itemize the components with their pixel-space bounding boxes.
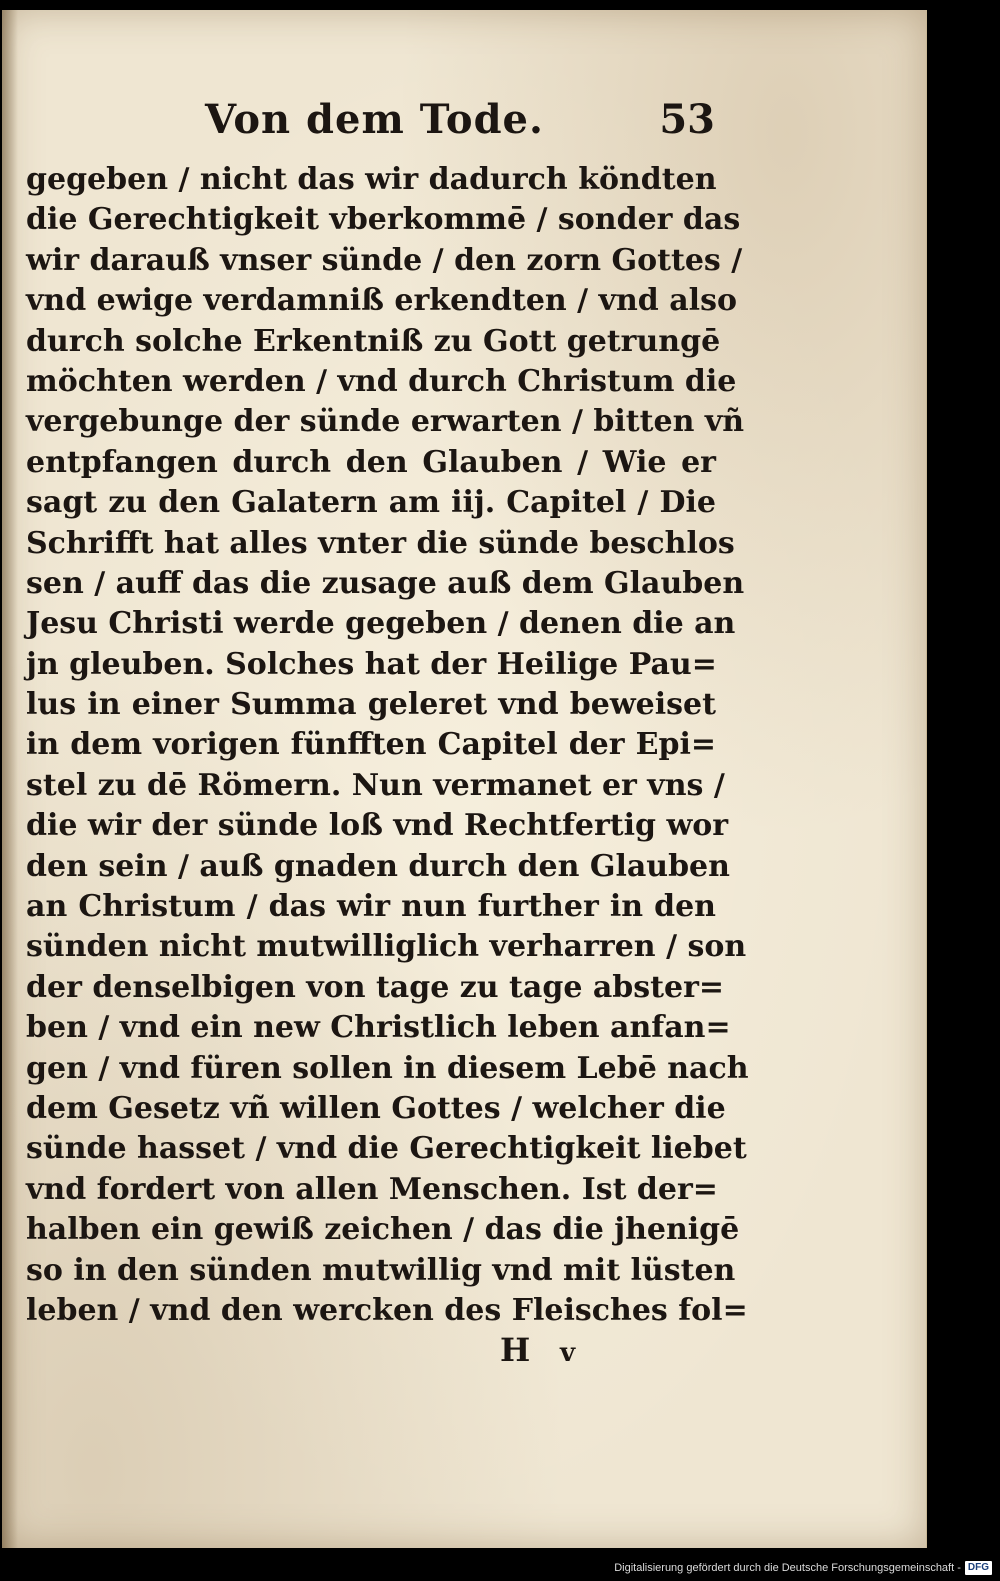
text-line: der denselbigen von tage zu tage abster= <box>26 969 725 1005</box>
text-line: lus in einer Summa geleret vnd beweiset <box>26 687 716 723</box>
text-line: Schrifft hat alles vnter die sünde beschlos <box>26 525 735 561</box>
text-line: in dem vorigen fünfften Capitel der Epi= <box>26 727 716 763</box>
text-line: stel zu dē Römern. Nun vermanet er vns / <box>26 767 725 803</box>
text-line: sagt zu den Galatern am iij. Capitel / Die <box>26 485 716 521</box>
running-head <box>205 92 715 152</box>
text-line: vnd ewige verdamniß erkendten / vnd also <box>26 283 737 319</box>
text-line: jn gleuben. Solches hat der Heilige Pau= <box>26 646 717 682</box>
text-line: sünde hasset / vnd die Gerechtigkeit liebet <box>26 1131 747 1167</box>
text-line: dem Gesetz vñ willen Gottes / welcher die <box>26 1090 726 1126</box>
text-line: durch solche Erkentniß zu Gott getrungē <box>26 323 721 359</box>
text-line: so in den sünden mutwillig vnd mit lüsten <box>26 1252 736 1288</box>
running-title: Von dem Tode. <box>205 96 544 143</box>
text-line: vnd fordert von allen Menschen. Ist der= <box>26 1171 718 1207</box>
page-number: 53 <box>659 96 715 143</box>
signature-line <box>500 1328 620 1372</box>
text-line: die Gerechtigkeit vberkommē / sonder das <box>26 202 741 238</box>
text-line: sünden nicht mutwilliglich verharren / son <box>26 929 747 965</box>
catchword: v <box>560 1338 576 1368</box>
text-line: leben / vnd den wercken des Fleisches fol= <box>26 1292 748 1328</box>
text-line: ben / vnd ein new Christlich leben anfan= <box>26 1010 731 1046</box>
text-line: halben ein gewiß zeichen / das die jhenigē <box>26 1212 740 1248</box>
text-line: sen / auff das die zusage auß dem Glauben <box>26 565 745 601</box>
text-line: gen / vnd füren sollen in diesem Lebē nach <box>26 1050 749 1086</box>
signature-mark: H <box>500 1331 531 1369</box>
text-line: wir darauß vnser sünde / den zorn Gottes / <box>26 242 743 278</box>
text-line: vergebunge der sünde erwarten / bitten vñ <box>26 404 745 440</box>
page-gutter-shadow <box>2 10 18 1548</box>
text-line: den sein / auß gnaden durch den Glauben <box>26 848 730 884</box>
dfg-logo-icon: DFG <box>965 1561 992 1575</box>
text-line: an Christum / das wir nun further in den <box>26 889 716 925</box>
text-line: Jesu Christi werde gegeben / denen die an <box>26 606 736 642</box>
text-line: entpfangen durch den Glauben / Wie er <box>26 444 716 480</box>
text-line: möchten werden / vnd durch Christum die <box>26 363 737 399</box>
credit-text: Digitalisierung gefördert durch die Deutsche Forschungsgemeinschaft - <box>614 1562 961 1574</box>
body-text <box>26 160 749 1331</box>
digitization-credit <box>614 1558 992 1578</box>
text-line: gegeben / nicht das wir dadurch köndten <box>26 162 717 197</box>
text-line: die wir der sünde loß vnd Rechtfertig wor <box>26 808 729 844</box>
